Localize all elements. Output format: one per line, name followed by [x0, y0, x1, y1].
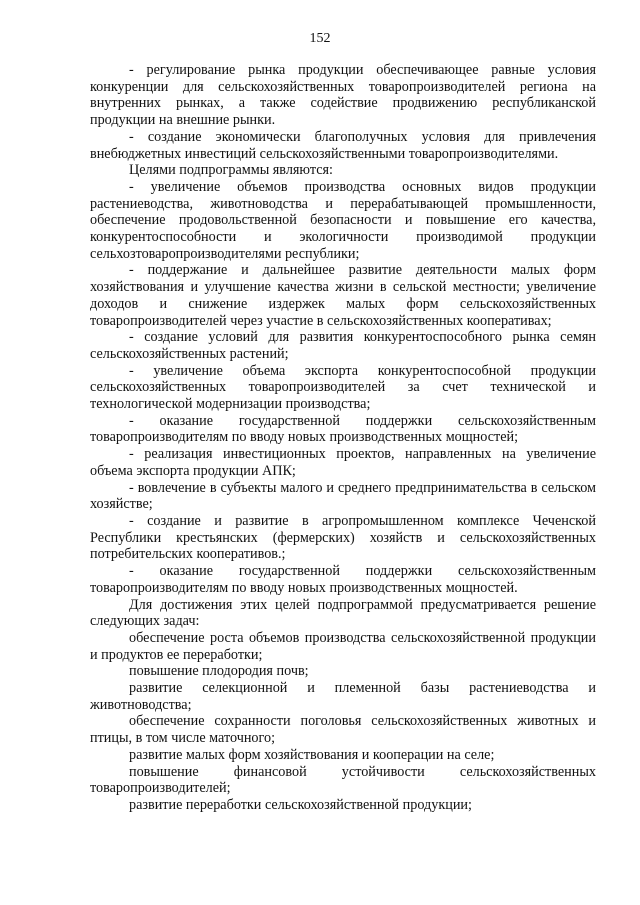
page-number: 152	[309, 31, 331, 46]
paragraph: - реализация инвестиционных проектов, направленных на увеличение объема экспорта продукции АПК;	[90, 446, 596, 479]
paragraph: - создание условий для развития конкурентоспособного рынка семян сельскохозяйственных растений;	[90, 329, 596, 362]
paragraph: Целями подпрограммы являются:	[129, 162, 333, 179]
paragraph: развитие селекционной и племенной базы растениеводства и животноводства;	[90, 680, 596, 713]
document-body	[90, 62, 596, 814]
paragraph: - вовлечение в субъекты малого и среднего предпринимательства в сельском хозяйстве;	[90, 479, 596, 513]
paragraph: развитие переработки сельскохозяйственной продукции;	[129, 796, 472, 813]
paragraph: - создание экономически благополучных условия для привлечения внебюджетных инвестиций сельскохозяйственными товаропроизводителями.	[90, 128, 596, 162]
paragraph: - создание и развитие в агропромышленном комплексе Чеченской Республики крестьянских (фермерских) хозяйств и сельскохозяйственных потребительских кооперативов.;	[90, 512, 596, 563]
paragraph: - оказание государственной поддержки сельскохозяйственным товаропроизводителям по вводу новых производственных мощностей.	[90, 563, 596, 596]
paragraph: - регулирование рынка продукции обеспечивающее равные условия конкуренции для сельскохозяйственных товаропроизводителей региона на внутренних рынках, а также содействие продвижению республиканской продукции на внешние рынки.	[90, 62, 596, 129]
paragraph: обеспечение сохранности поголовья сельскохозяйственных животных и птицы, в том числе маточного;	[90, 713, 596, 747]
paragraph: Для достижения этих целей подпрограммой предусматривается решение следующих задач:	[90, 596, 596, 630]
paragraph: - увеличение объема экспорта конкурентоспособной продукции сельскохозяйственных товаропроизводителей за счет технической и технологической модернизации производства;	[90, 362, 596, 413]
paragraph: - оказание государственной поддержки сельскохозяйственным товаропроизводителям по вводу новых производственных мощностей;	[90, 412, 596, 446]
paragraph: - поддержание и дальнейшее развитие деятельности малых форм хозяйствования и улучшение качества жизни в сельской местности; увеличение доходов и снижение издержек малых форм сельскохозяйственных товаропроизводителей через участие в сельскохозяйственных кооперативах;	[90, 262, 596, 329]
paragraph: обеспечение роста объемов производства сельскохозяйственной продукции и продуктов ее переработки;	[90, 629, 596, 663]
paragraph: развитие малых форм хозяйствования и кооперации на селе;	[129, 746, 495, 763]
paragraph: - увеличение объемов производства основных видов продукции растениеводства, животноводства и перерабатывающей промышленности, обеспечение продовольственной безопасности и повышение его качества, конкурентоспособности и экологичности производимой продукции сельхозтоваропроизводителями республики;	[90, 178, 596, 262]
paragraph: повышение плодородия почв;	[129, 663, 309, 680]
paragraph: повышение финансовой устойчивости сельскохозяйственных товаропроизводителей;	[90, 763, 596, 797]
